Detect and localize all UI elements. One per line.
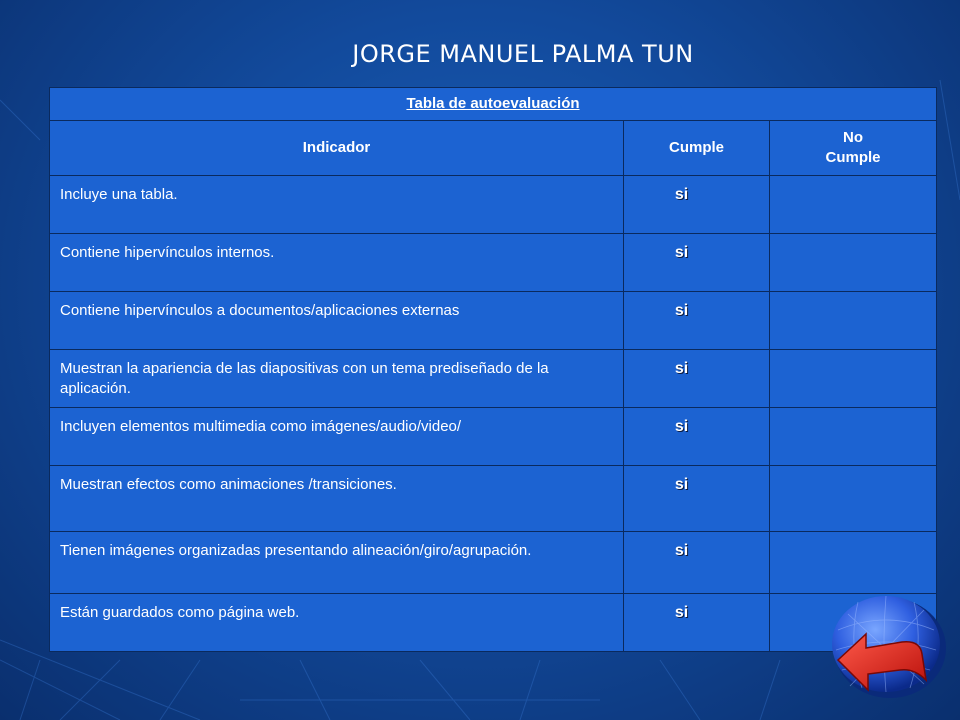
meets-cell [624,466,770,532]
not-meets-cell [770,532,937,594]
meets-value: si [674,186,689,203]
table-caption-cell [50,88,937,121]
table-row [50,408,937,466]
table-row [50,532,937,594]
not-meets-cell [770,292,937,350]
indicator-cell: Incluye una tabla. [50,176,624,234]
table-caption: Tabla de autoevaluación [406,95,580,112]
table-row [50,176,937,234]
indicator-cell: Muestran la apariencia de las diapositivas con un tema prediseñado de la aplicación. [50,350,624,408]
indicator-cell: Incluyen elementos multimedia como imágenes/audio/video/ [50,408,624,466]
meets-cell [624,292,770,350]
meets-cell [624,234,770,292]
header-not-meets-line2: Cumple [825,149,881,166]
meets-value: si [674,360,689,377]
not-meets-cell [770,234,937,292]
indicator-cell: Muestran efectos como animaciones /transiciones. [50,466,624,532]
header-indicator: Indicador [50,121,624,176]
meets-value: si [674,604,689,621]
meets-cell [624,408,770,466]
table-row [50,466,937,532]
meets-cell [624,594,770,652]
header-not-meets-line1: No [843,129,863,146]
header-not-meets [770,121,937,176]
author-name: JORGE MANUEL PALMA TUN [352,40,694,68]
table-header-row [50,121,937,176]
indicator-cell: Contiene hipervínculos internos. [50,234,624,292]
back-arrow-icon [828,590,948,700]
table-row [50,292,937,350]
meets-value: si [674,418,689,435]
meets-value: si [674,244,689,261]
meets-cell [624,350,770,408]
not-meets-cell [770,350,937,408]
back-button[interactable] [828,590,948,700]
meets-cell [624,532,770,594]
meets-value: si [674,476,689,493]
not-meets-cell [770,408,937,466]
table-caption-row [50,88,937,121]
table-row [50,594,937,652]
indicator-cell: Tienen imágenes organizadas presentando alineación/giro/agrupación. [50,532,624,594]
meets-cell [624,176,770,234]
self-evaluation-table [49,87,937,652]
indicator-cell: Están guardados como página web. [50,594,624,652]
indicator-cell: Contiene hipervínculos a documentos/aplicaciones externas [50,292,624,350]
table-row [50,234,937,292]
not-meets-cell [770,466,937,532]
meets-value: si [674,542,689,559]
meets-value: si [674,302,689,319]
not-meets-cell [770,176,937,234]
table-row [50,350,937,408]
header-meets: Cumple [624,121,770,176]
